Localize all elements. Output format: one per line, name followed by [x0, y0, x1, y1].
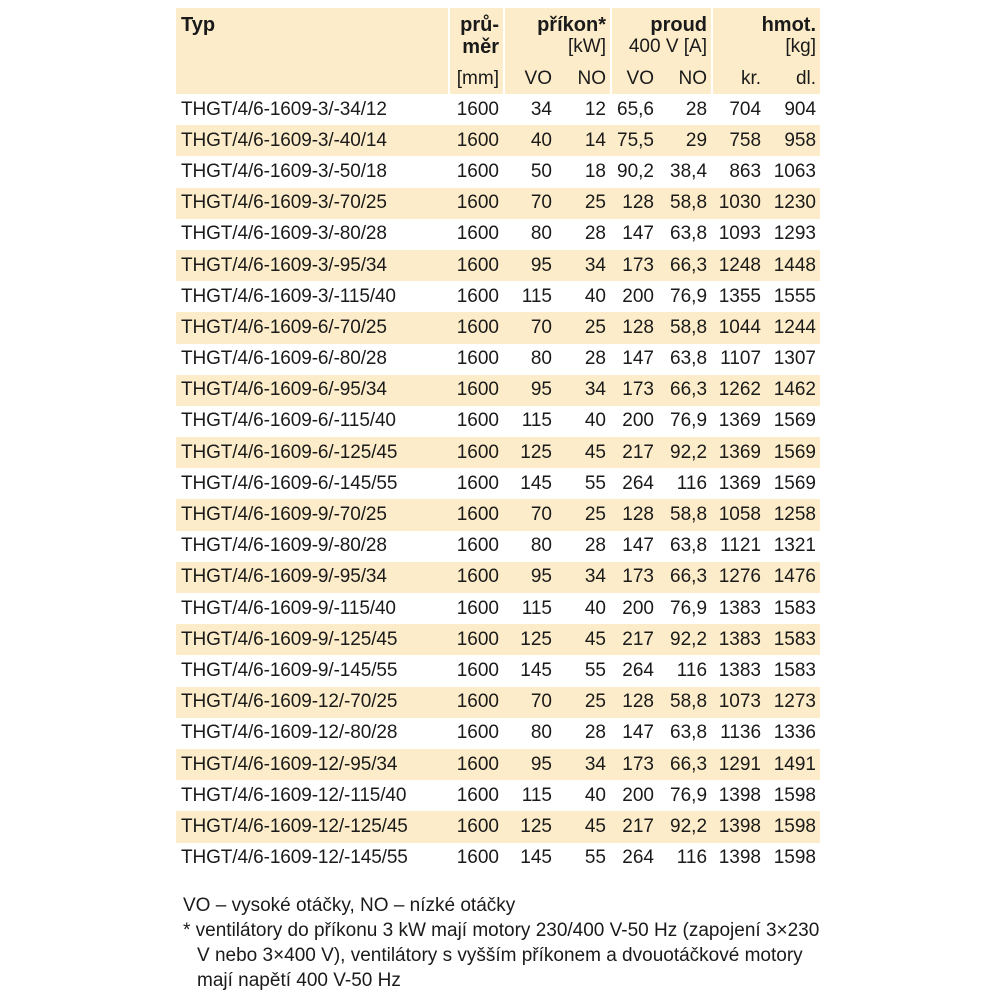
- cell-hmot-dl: 1569: [773, 472, 817, 494]
- header-prumer-unit: [448, 58, 503, 94]
- cell-prikon-vo: 80: [530, 535, 552, 557]
- header-prikon-unit: [kW]: [568, 36, 606, 57]
- cell-proud-no: 58,8: [658, 312, 711, 343]
- cell-prikon-vo: 95: [503, 749, 556, 780]
- cell-prikon-no: 25: [556, 188, 610, 219]
- table-body: [176, 94, 820, 874]
- cell-typ: THGT/4/6-1609-6/-125/45: [176, 437, 448, 468]
- cell-typ: THGT/4/6-1609-12/-95/34: [176, 749, 448, 780]
- cell-prikon-vo: 145: [520, 659, 552, 681]
- cell-proud-vo: 173: [610, 250, 658, 281]
- cell-prikon-vo: 70: [503, 687, 556, 718]
- cell-typ: THGT/4/6-1609-9/-145/55: [181, 659, 398, 681]
- cell-proud-no: 28: [685, 98, 708, 120]
- header-typ: [176, 8, 448, 94]
- header-proud-label: proud: [650, 14, 708, 36]
- table-row: [176, 375, 820, 406]
- cell-hmot-dl: 1307: [773, 348, 817, 370]
- cell-typ: THGT/4/6-1609-6/-115/40: [181, 410, 396, 432]
- table-row: [176, 499, 820, 530]
- cell-prikon-no: 40: [584, 410, 606, 432]
- header-prikon-no-label: NO: [577, 68, 606, 89]
- header-prumer-line1: prů-: [460, 14, 499, 36]
- cell-proud-no: 76,9: [670, 784, 708, 806]
- header-prumer-unit-label: [mm]: [456, 68, 499, 89]
- table-row: [176, 593, 820, 624]
- cell-hmot-dl: 1569: [765, 437, 820, 468]
- cell-hmot-kr: 1044: [711, 312, 765, 343]
- header-hmot-label: hmot.: [761, 14, 817, 36]
- table-row: [176, 749, 820, 780]
- cell-hmot-dl: 1583: [765, 624, 820, 655]
- footnote-legend: VO – vysoké otáčky, NO – nízké otáčky: [183, 895, 516, 916]
- cell-prikon-no: 40: [584, 285, 606, 307]
- cell-prikon-vo: 50: [530, 160, 552, 182]
- cell-proud-vo: 147: [622, 223, 654, 245]
- cell-proud-no: 92,2: [658, 624, 711, 655]
- cell-typ: THGT/4/6-1609-12/-125/45: [176, 811, 448, 842]
- cell-prikon-no: 28: [584, 722, 606, 744]
- cell-hmot-dl: 1293: [773, 223, 817, 245]
- cell-typ: THGT/4/6-1609-3/-50/18: [181, 160, 387, 182]
- cell-typ: THGT/4/6-1609-6/-70/25: [176, 312, 448, 343]
- cell-prikon-no: 45: [556, 624, 610, 655]
- footnote-asterisk: * ventilátory do příkonu 3 kW mají motory 230/400 V-50 Hz (zapojení 3×230 V nebo 3×400 V), ventilátory s vyšším příkonem a dvouotáčkové motory mají napětí 400 V-50 Hz: [183, 920, 820, 991]
- cell-hmot-dl: 1583: [773, 597, 817, 619]
- cell-proud-no: 58,8: [658, 499, 711, 530]
- cell-prumer: 1600: [456, 535, 499, 557]
- header-proud: [610, 8, 711, 58]
- cell-prumer: 1600: [448, 437, 503, 468]
- cell-hmot-kr: 1262: [711, 375, 765, 406]
- cell-hmot-dl: 1476: [765, 562, 820, 593]
- cell-prikon-no: 34: [556, 749, 610, 780]
- cell-hmot-kr: 1276: [711, 562, 765, 593]
- cell-prikon-no: 34: [556, 562, 610, 593]
- cell-prumer: 1600: [448, 188, 503, 219]
- cell-proud-no: 58,8: [658, 188, 711, 219]
- cell-proud-no: 116: [676, 472, 708, 494]
- header-prikon-vo: [503, 58, 556, 94]
- cell-prikon-vo: 115: [521, 285, 552, 307]
- cell-prikon-vo: 95: [503, 562, 556, 593]
- cell-proud-vo: 90,2: [617, 160, 654, 182]
- cell-prumer: 1600: [448, 499, 503, 530]
- table-row: [176, 655, 820, 686]
- cell-prikon-vo: 95: [503, 375, 556, 406]
- cell-hmot-dl: 1598: [773, 784, 817, 806]
- cell-prumer: 1600: [448, 125, 503, 156]
- cell-typ: THGT/4/6-1609-3/-40/14: [176, 125, 448, 156]
- cell-proud-no: 116: [676, 659, 708, 681]
- cell-prikon-no: 55: [584, 847, 606, 869]
- table-row: [176, 344, 820, 375]
- header-proud-no: [658, 58, 711, 94]
- cell-prumer: 1600: [456, 597, 499, 619]
- cell-typ: THGT/4/6-1609-12/-145/55: [181, 847, 408, 869]
- cell-typ: THGT/4/6-1609-6/-95/34: [176, 375, 448, 406]
- cell-prikon-vo: 80: [530, 722, 552, 744]
- cell-hmot-kr: 1107: [720, 348, 762, 370]
- header-prumer: [448, 8, 503, 58]
- cell-proud-no: 92,2: [658, 437, 711, 468]
- cell-hmot-dl: 1063: [773, 160, 817, 182]
- cell-hmot-kr: 1383: [718, 659, 762, 681]
- cell-hmot-kr: 1398: [711, 811, 765, 842]
- table-row: [176, 125, 820, 156]
- table-header: [176, 8, 820, 94]
- cell-proud-vo: 147: [622, 535, 654, 557]
- cell-proud-no: 66,3: [658, 250, 711, 281]
- cell-hmot-dl: 1569: [773, 410, 817, 432]
- cell-prumer: 1600: [448, 687, 503, 718]
- table-row: [176, 94, 820, 125]
- cell-prikon-no: 34: [556, 375, 610, 406]
- cell-prikon-vo: 95: [503, 250, 556, 281]
- cell-prumer: 1600: [448, 624, 503, 655]
- cell-prumer: 1600: [456, 410, 499, 432]
- cell-typ: THGT/4/6-1609-3/-80/28: [181, 223, 387, 245]
- cell-proud-no: 63,8: [670, 535, 708, 557]
- cell-proud-vo: 173: [610, 749, 658, 780]
- table-row: [176, 843, 820, 874]
- cell-prikon-no: 14: [556, 125, 610, 156]
- cell-hmot-kr: 1093: [718, 223, 762, 245]
- cell-proud-vo: 200: [622, 285, 654, 307]
- table-row: [176, 562, 820, 593]
- cell-prikon-vo: 115: [521, 410, 552, 432]
- cell-hmot-dl: 1273: [765, 687, 820, 718]
- cell-hmot-kr: 758: [711, 125, 765, 156]
- cell-proud-no: 63,8: [670, 722, 708, 744]
- cell-prikon-no: 25: [556, 312, 610, 343]
- header-hmot-kr: [711, 58, 765, 94]
- cell-typ: THGT/4/6-1609-3/-70/25: [176, 188, 448, 219]
- cell-typ: THGT/4/6-1609-3/-34/12: [181, 98, 387, 120]
- cell-hmot-kr: 1073: [711, 687, 765, 718]
- cell-prikon-vo: 34: [530, 98, 552, 120]
- cell-typ: THGT/4/6-1609-9/-80/28: [181, 535, 387, 557]
- cell-proud-no: 66,3: [658, 749, 711, 780]
- cell-hmot-kr: 1383: [718, 597, 762, 619]
- header-hmot-unit: [kg]: [785, 36, 817, 57]
- cell-prumer: 1600: [456, 98, 499, 120]
- cell-prikon-vo: 70: [503, 499, 556, 530]
- cell-hmot-kr: 1058: [711, 499, 765, 530]
- cell-hmot-dl: 1321: [773, 535, 817, 557]
- cell-hmot-dl: 1448: [765, 250, 820, 281]
- footnotes: [183, 893, 823, 993]
- cell-prumer: 1600: [456, 847, 499, 869]
- header-proud-vo-label: VO: [626, 68, 654, 89]
- table-row: [176, 468, 820, 499]
- cell-hmot-dl: 1230: [765, 188, 820, 219]
- cell-hmot-kr: 1383: [711, 624, 765, 655]
- cell-prumer: 1600: [448, 375, 503, 406]
- cell-typ: THGT/4/6-1609-12/-80/28: [181, 722, 398, 744]
- cell-prumer: 1600: [456, 472, 499, 494]
- cell-proud-vo: 128: [610, 188, 658, 219]
- cell-hmot-kr: 1398: [718, 847, 762, 869]
- table-row: [176, 250, 820, 281]
- cell-hmot-kr: 863: [729, 160, 762, 182]
- cell-proud-vo: 200: [622, 784, 654, 806]
- cell-prikon-vo: 70: [503, 312, 556, 343]
- cell-proud-no: 38,4: [670, 160, 708, 182]
- header-prikon: [503, 8, 610, 58]
- cell-hmot-dl: 1336: [773, 722, 817, 744]
- cell-hmot-dl: 1258: [765, 499, 820, 530]
- table-row: [176, 219, 820, 250]
- cell-prikon-no: 40: [584, 784, 606, 806]
- cell-prikon-vo: 115: [521, 784, 552, 806]
- spec-table: [176, 8, 820, 874]
- cell-hmot-dl: 958: [765, 125, 820, 156]
- cell-proud-no: 66,3: [658, 562, 711, 593]
- header-hmot-dl-label: dl.: [795, 68, 817, 89]
- table-row: [176, 531, 820, 562]
- cell-proud-vo: 75,5: [610, 125, 658, 156]
- cell-prikon-vo: 145: [520, 847, 552, 869]
- header-prikon-label: příkon*: [537, 14, 606, 36]
- cell-typ: THGT/4/6-1609-9/-115/40: [181, 597, 396, 619]
- cell-prikon-no: 25: [556, 687, 610, 718]
- cell-hmot-kr: 1369: [718, 472, 762, 494]
- cell-proud-vo: 65,6: [617, 98, 654, 120]
- cell-prikon-vo: 80: [530, 348, 552, 370]
- table-row: [176, 156, 820, 187]
- table-row: [176, 780, 820, 811]
- cell-typ: THGT/4/6-1609-12/-70/25: [176, 687, 448, 718]
- cell-prikon-no: 45: [556, 811, 610, 842]
- cell-prikon-vo: 125: [503, 437, 556, 468]
- cell-hmot-kr: 704: [729, 98, 762, 120]
- cell-proud-vo: 264: [622, 847, 654, 869]
- cell-hmot-kr: 1121: [720, 535, 762, 557]
- cell-proud-no: 66,3: [658, 375, 711, 406]
- cell-prikon-no: 55: [584, 472, 606, 494]
- cell-prikon-vo: 70: [503, 188, 556, 219]
- cell-hmot-dl: 1598: [765, 811, 820, 842]
- cell-prumer: 1600: [456, 160, 499, 182]
- cell-hmot-kr: 1369: [718, 410, 762, 432]
- cell-prikon-no: 40: [584, 597, 606, 619]
- cell-hmot-kr: 1398: [718, 784, 762, 806]
- cell-prumer: 1600: [456, 348, 499, 370]
- cell-hmot-dl: 1598: [773, 847, 817, 869]
- cell-prikon-no: 45: [556, 437, 610, 468]
- cell-prumer: 1600: [456, 659, 499, 681]
- header-hmot-dl: [765, 58, 820, 94]
- cell-proud-vo: 200: [622, 597, 654, 619]
- cell-proud-no: 116: [676, 847, 708, 869]
- cell-prumer: 1600: [448, 250, 503, 281]
- header-proud-vo: [610, 58, 658, 94]
- cell-prikon-vo: 80: [530, 223, 552, 245]
- cell-proud-vo: 200: [622, 410, 654, 432]
- table-row: [176, 437, 820, 468]
- cell-proud-vo: 128: [610, 687, 658, 718]
- cell-typ: THGT/4/6-1609-6/-145/55: [181, 472, 398, 494]
- cell-proud-no: 76,9: [670, 410, 708, 432]
- cell-proud-vo: 128: [610, 312, 658, 343]
- table-row: [176, 188, 820, 219]
- cell-hmot-kr: 1248: [711, 250, 765, 281]
- cell-proud-vo: 264: [622, 472, 654, 494]
- cell-prikon-no: 28: [584, 223, 606, 245]
- cell-hmot-kr: 1291: [711, 749, 765, 780]
- cell-proud-no: 58,8: [658, 687, 711, 718]
- cell-prikon-no: 25: [556, 499, 610, 530]
- cell-proud-vo: 147: [622, 348, 654, 370]
- cell-prikon-no: 55: [584, 659, 606, 681]
- cell-hmot-kr: 1136: [720, 722, 762, 744]
- cell-prumer: 1600: [456, 285, 499, 307]
- cell-prumer: 1600: [456, 722, 499, 744]
- cell-typ: THGT/4/6-1609-9/-125/45: [176, 624, 448, 655]
- table-row: [176, 406, 820, 437]
- cell-hmot-dl: 1244: [765, 312, 820, 343]
- cell-typ: THGT/4/6-1609-9/-95/34: [176, 562, 448, 593]
- header-typ-label: Typ: [181, 14, 216, 36]
- table-row: [176, 811, 820, 842]
- header-prumer-line2: měr: [462, 36, 499, 58]
- cell-prumer: 1600: [456, 223, 499, 245]
- cell-proud-no: 63,8: [670, 223, 708, 245]
- table-row: [176, 718, 820, 749]
- cell-proud-no: 63,8: [670, 348, 708, 370]
- spec-table-container: [176, 8, 820, 874]
- cell-prumer: 1600: [448, 749, 503, 780]
- cell-proud-no: 76,9: [670, 597, 708, 619]
- cell-prikon-no: 18: [584, 160, 606, 182]
- cell-proud-no: 29: [658, 125, 711, 156]
- header-hmot-kr-label: kr.: [740, 68, 762, 89]
- cell-prumer: 1600: [448, 562, 503, 593]
- cell-prikon-vo: 145: [520, 472, 552, 494]
- cell-prikon-no: 28: [584, 535, 606, 557]
- cell-proud-vo: 173: [610, 375, 658, 406]
- cell-typ: THGT/4/6-1609-3/-95/34: [176, 250, 448, 281]
- cell-hmot-kr: 1355: [718, 285, 762, 307]
- header-hmot: [711, 8, 820, 58]
- header-proud-no-label: NO: [678, 68, 708, 89]
- cell-hmot-dl: 1555: [773, 285, 817, 307]
- table-row: [176, 624, 820, 655]
- cell-prumer: 1600: [448, 312, 503, 343]
- header-prikon-vo-label: VO: [524, 68, 552, 89]
- cell-hmot-dl: 1491: [765, 749, 820, 780]
- cell-prikon-no: 28: [584, 348, 606, 370]
- table-row: [176, 281, 820, 312]
- cell-proud-vo: 147: [622, 722, 654, 744]
- cell-prikon-no: 34: [556, 250, 610, 281]
- cell-prikon-vo: 125: [503, 624, 556, 655]
- cell-proud-vo: 128: [610, 499, 658, 530]
- cell-prikon-vo: 40: [503, 125, 556, 156]
- cell-prikon-vo: 125: [503, 811, 556, 842]
- cell-proud-no: 92,2: [658, 811, 711, 842]
- cell-proud-vo: 173: [610, 562, 658, 593]
- cell-typ: THGT/4/6-1609-12/-115/40: [181, 784, 407, 806]
- cell-hmot-dl: 904: [784, 98, 817, 120]
- cell-proud-vo: 217: [610, 811, 658, 842]
- cell-typ: THGT/4/6-1609-6/-80/28: [181, 348, 387, 370]
- cell-proud-vo: 264: [622, 659, 654, 681]
- cell-proud-no: 76,9: [670, 285, 708, 307]
- cell-prumer: 1600: [448, 811, 503, 842]
- cell-hmot-kr: 1369: [711, 437, 765, 468]
- table-row: [176, 312, 820, 343]
- cell-hmot-dl: 1462: [765, 375, 820, 406]
- cell-prumer: 1600: [456, 784, 499, 806]
- cell-hmot-kr: 1030: [711, 188, 765, 219]
- cell-typ: THGT/4/6-1609-9/-70/25: [176, 499, 448, 530]
- header-proud-unit: 400 V [A]: [628, 36, 708, 57]
- cell-hmot-dl: 1583: [773, 659, 817, 681]
- cell-prikon-no: 12: [584, 98, 606, 120]
- cell-proud-vo: 217: [610, 437, 658, 468]
- table-row: [176, 687, 820, 718]
- cell-proud-vo: 217: [610, 624, 658, 655]
- header-prikon-no: [556, 58, 610, 94]
- cell-prikon-vo: 115: [521, 597, 552, 619]
- cell-typ: THGT/4/6-1609-3/-115/40: [181, 285, 396, 307]
